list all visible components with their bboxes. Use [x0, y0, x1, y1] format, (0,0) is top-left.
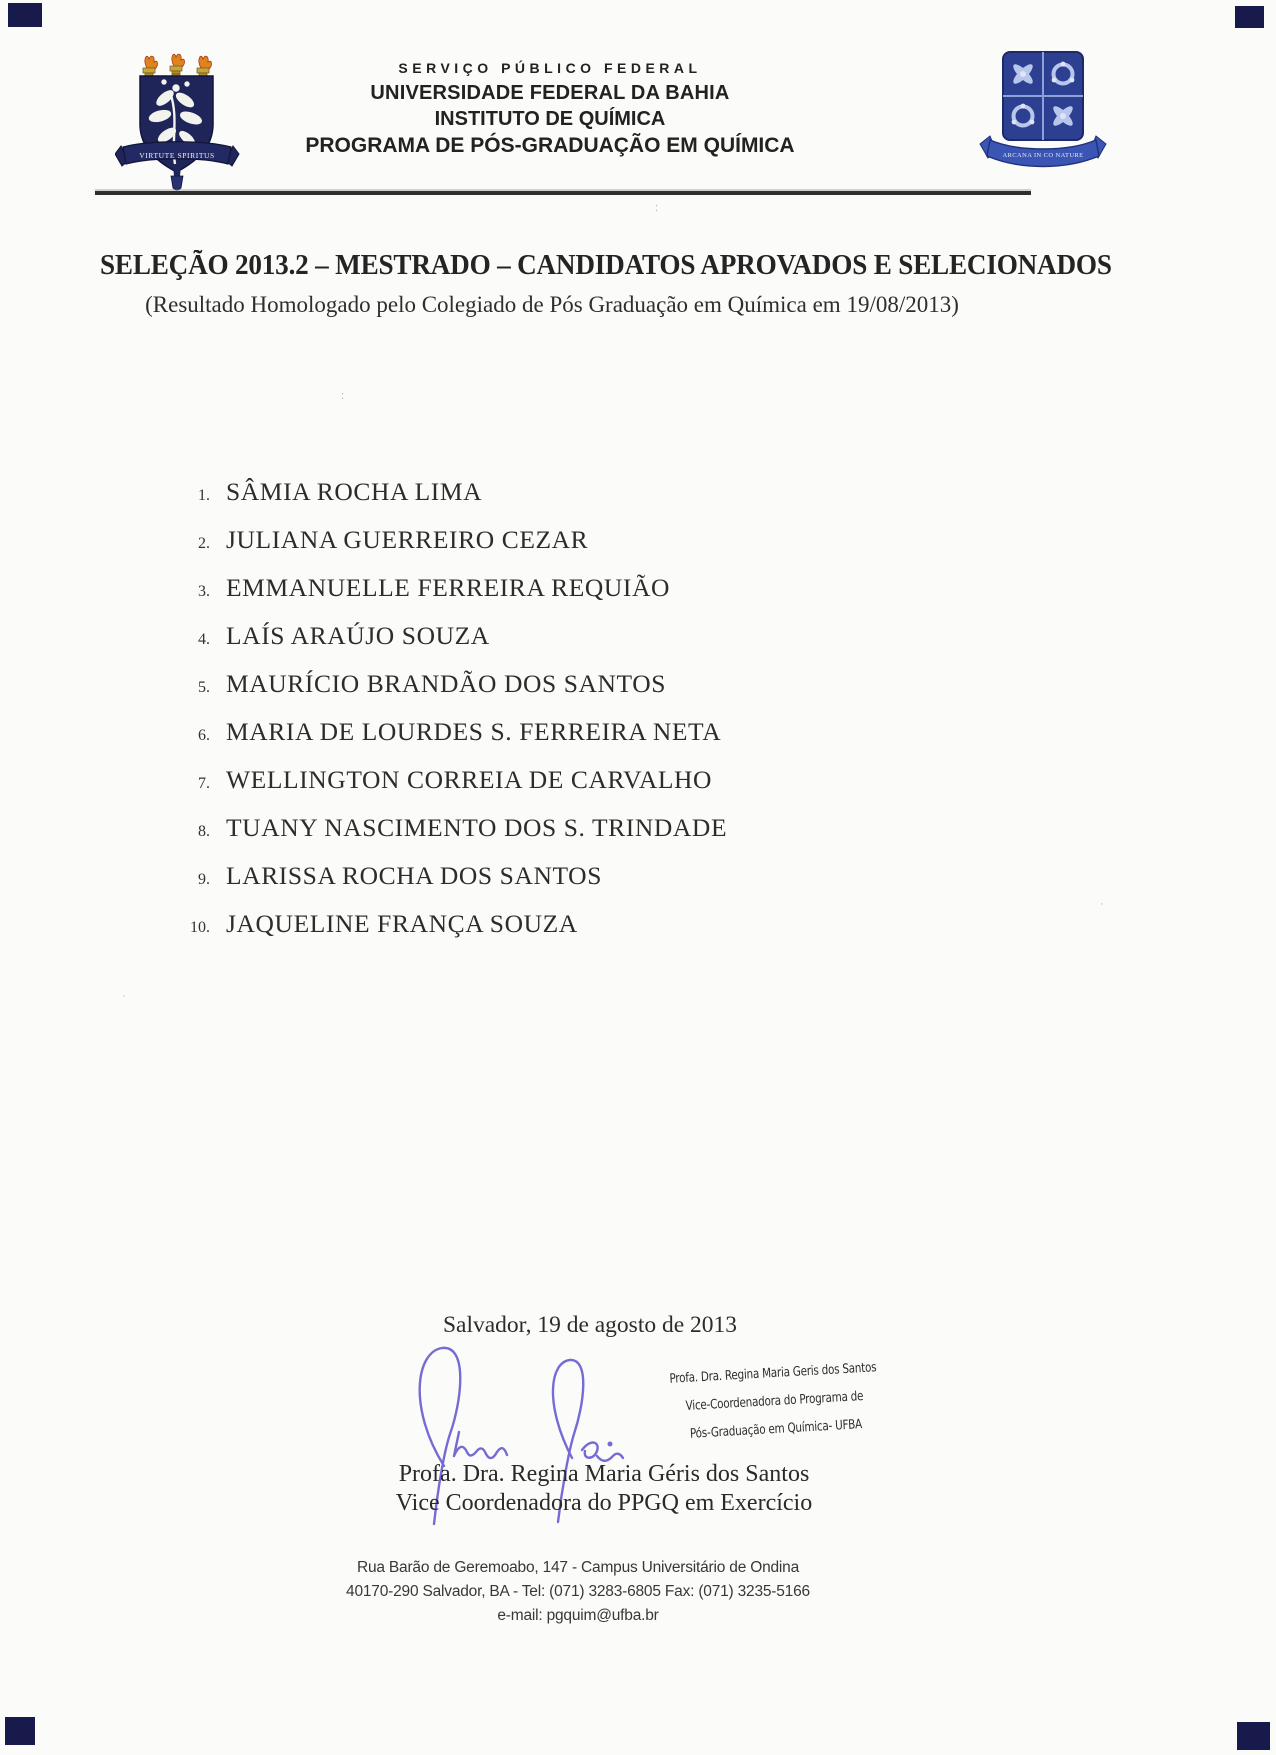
candidate-row [178, 765, 727, 795]
candidate-name: SÂMIA ROCHA LIMA [226, 477, 483, 506]
header-line-servico: SERVIÇO PÚBLICO FEDERAL [398, 60, 702, 76]
stamp-line-role: Vice-Coordenadora do Programa de [685, 1389, 864, 1414]
ufba-motto-text: VIRTUTE SPIRITUS [139, 151, 215, 160]
chemistry-crest-icon [978, 44, 1108, 179]
candidate-number: 9. [198, 871, 210, 888]
scan-corner-mark [5, 1717, 35, 1745]
candidate-name: JAQUELINE FRANÇA SOUZA [226, 909, 578, 938]
candidate-row [178, 813, 727, 843]
candidate-number: 4. [198, 631, 210, 648]
candidate-name: LAÍS ARAÚJO SOUZA [226, 621, 490, 650]
candidate-row [178, 909, 727, 939]
candidate-name: LARISSA ROCHA DOS SANTOS [226, 861, 602, 890]
candidate-name: WELLINGTON CORREIA DE CARVALHO [226, 765, 713, 794]
scan-speck: : [341, 390, 345, 402]
candidate-number: 7. [198, 775, 210, 792]
footer-email: e-mail: pgquim@ufba.br [497, 1607, 659, 1624]
signer-block [348, 1460, 860, 1518]
scan-corner-mark [1235, 6, 1264, 28]
scan-corner-mark [1237, 1722, 1270, 1750]
header-line-instituto: INSTITUTO DE QUÍMICA [434, 108, 666, 130]
candidate-number: 1. [198, 487, 210, 504]
candidate-row [178, 861, 727, 891]
candidate-row [178, 717, 727, 747]
scan-corner-mark [8, 3, 42, 27]
candidate-row [178, 621, 727, 651]
candidate-row [178, 477, 727, 507]
candidate-number: 2. [198, 535, 210, 552]
candidate-row [178, 573, 727, 603]
page-subtitle: (Resultado Homologado pelo Colegiado de Pós Graduação em Química em 19/08/2013) [145, 292, 959, 317]
stamp-line-program: Pós-Graduação em Química- UFBA [689, 1417, 863, 1442]
stamp-line-name: Profa. Dra. Regina Maria Geris dos Santos [669, 1360, 877, 1387]
footer-address: Rua Barão de Geremoabo, 147 - Campus Universitário de Ondina [356, 1559, 800, 1576]
page-title: SELEÇÃO 2013.2 – MESTRADO – CANDIDATOS APROVADOS E SELECIONADOS [99, 250, 1112, 281]
candidate-name: TUANY NASCIMENTO DOS S. TRINDADE [226, 813, 728, 842]
chemistry-motto-text: ARCANA IN CO NATURE [1002, 152, 1084, 159]
candidate-row [178, 525, 727, 555]
header-line-programa: PROGRAMA DE PÓS-GRADUAÇÃO EM QUÍMICA [305, 134, 795, 157]
candidates-list [178, 477, 727, 957]
document-footer [318, 1556, 838, 1628]
candidate-number: 5. [198, 679, 210, 696]
header-divider-rule [95, 191, 1031, 195]
candidate-number: 8. [198, 823, 210, 840]
candidate-name: MARIA DE LOURDES S. FERREIRA NETA [226, 717, 722, 746]
ufba-crest-icon [115, 48, 240, 198]
candidate-name: JULIANA GUERREIRO CEZAR [226, 525, 589, 554]
candidate-number: 3. [198, 583, 210, 600]
scan-speck: · [1100, 898, 1104, 910]
date-line: Salvador, 19 de agosto de 2013 [442, 1312, 738, 1338]
candidate-name: MAURÍCIO BRANDÃO DOS SANTOS [226, 669, 667, 698]
document-header [290, 60, 810, 158]
candidate-name: EMMANUELLE FERREIRA REQUIÃO [226, 573, 671, 602]
signer-name: Profa. Dra. Regina Maria Géris dos Santos [398, 1461, 810, 1487]
candidate-number: 6. [198, 727, 210, 744]
scan-speck: · [122, 990, 126, 1002]
approval-stamp [658, 1354, 890, 1451]
signer-role: Vice Coordenadora do PPGQ em Exercício [395, 1490, 813, 1516]
candidate-number: 10. [190, 919, 210, 936]
footer-contact: 40170-290 Salvador, BA - Tel: (071) 3283-6805 Fax: (071) 3235-5166 [346, 1583, 810, 1600]
scan-speck: : [655, 202, 659, 214]
header-line-universidade: UNIVERSIDADE FEDERAL DA BAHIA [370, 82, 730, 104]
candidate-row [178, 669, 727, 699]
